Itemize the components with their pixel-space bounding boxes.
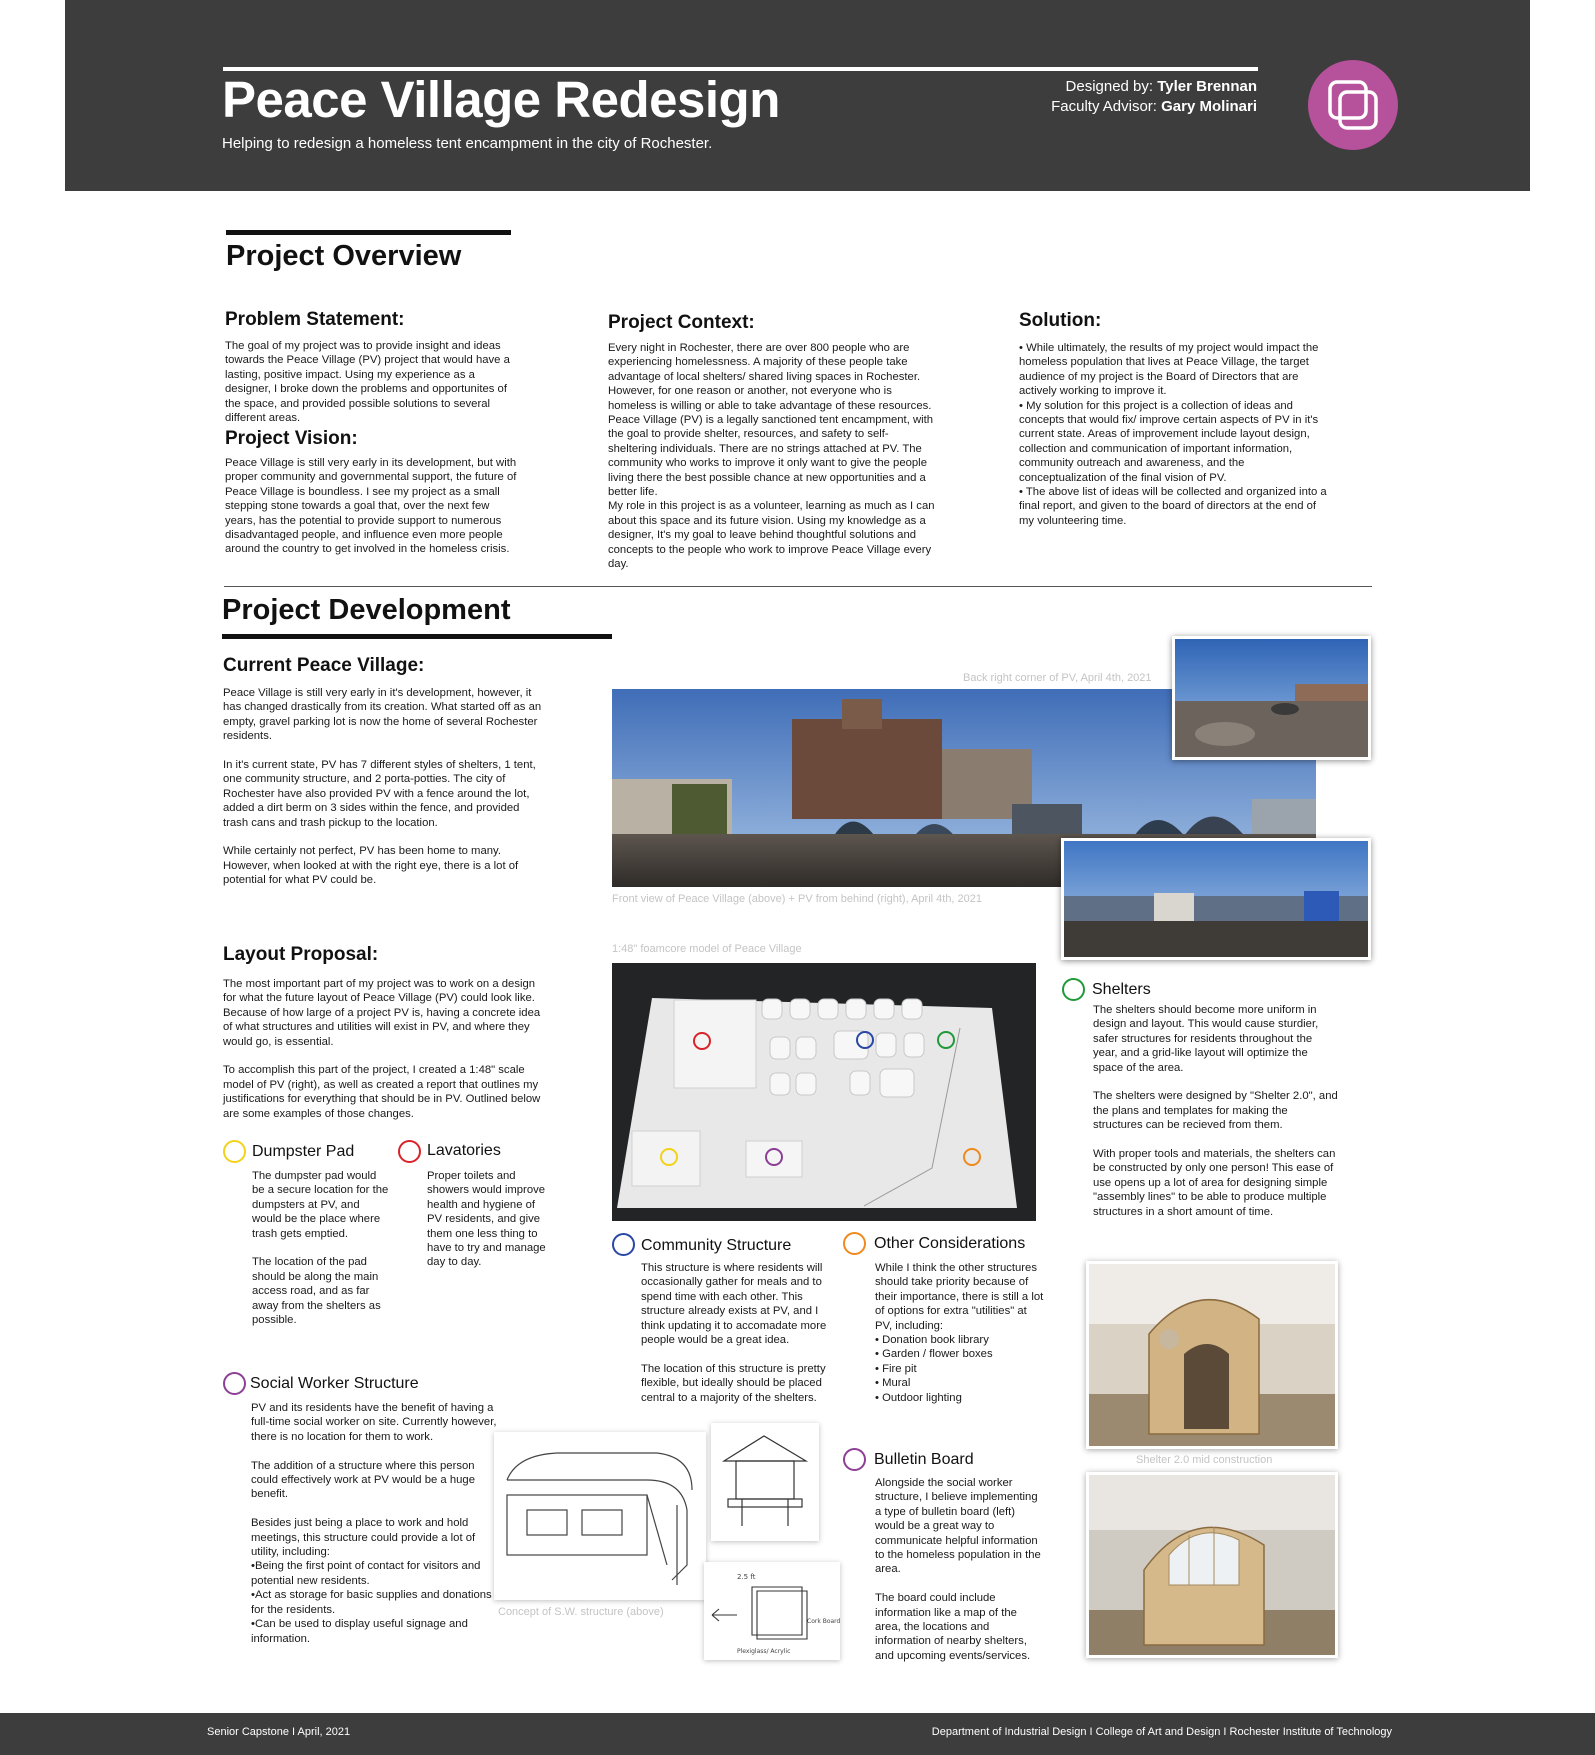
- model-caption: 1:48" foamcore model of Peace Village: [612, 943, 802, 955]
- sketch-note-acrylic: Plexiglass/ Acrylic: [737, 1648, 791, 1655]
- advisor-name: Gary Molinari: [1161, 98, 1257, 115]
- overview-title: Project Overview: [226, 240, 462, 272]
- advisor-label: Faculty Advisor:: [1051, 98, 1157, 115]
- community-marker-icon: [612, 1233, 635, 1256]
- overview-rule: [226, 230, 511, 235]
- dumpster-marker-icon: [223, 1140, 246, 1163]
- solution-heading: Solution:: [1019, 310, 1102, 331]
- poster-title: Peace Village Redesign: [222, 71, 780, 128]
- poster-subtitle: Helping to redesign a homeless tent encampment in the city of Rochester.: [222, 135, 713, 152]
- development-title: Project Development: [222, 594, 511, 626]
- back-right-photo: [1172, 636, 1371, 760]
- model-photo: [612, 963, 1036, 1221]
- current-pv-text: Peace Village is still very early in it's development, however, it has changed drastically from its creation. What started off as an empty, gravel parking lot is now the home of several Rochester residents. In it's current state, PV has 7 different styles of shelters, 1 tent, one community structure, and 2 porta-potties. The city of Rochester have also provided PV with a fence around the lot, added a dirt berm on 3 sides within the fence, and provided trash cans and trash pickup to the location. While certainly not perfect, PV has been home to many. However, when looked at with the right eye, there is a lot of potential for what PV could be.: [223, 687, 542, 887]
- other-heading: Other Considerations: [874, 1235, 1026, 1252]
- project-vision-heading: Project Vision:: [225, 428, 358, 449]
- other-marker-icon: [843, 1232, 866, 1255]
- community-heading: Community Structure: [641, 1237, 792, 1254]
- layout-proposal-heading: Layout Proposal:: [223, 944, 379, 965]
- community-text: This structure is where residents will occasionally gather for meals and to spend time with each other. This structure already exists at PV, and I think updating it to accomadate more people would be a great idea. The location of this structure is pretty flexible, but ideally should be placed central to a majority of the shelters.: [641, 1262, 827, 1404]
- sketch-note-cork: Cork Board: [807, 1618, 841, 1625]
- bulletin-marker-icon: [843, 1448, 866, 1471]
- back-right-caption: Back right corner of PV, April 4th, 2021: [963, 672, 1152, 684]
- bulletin-text: Alongside the social worker structure, I believe implementing a type of bulletin board (left) would be a great way to communicate helpful information to the homeless population in the area. The board could include information like a map of the area, the locations and information of nearby shelters, and upcoming events/services.: [875, 1477, 1041, 1662]
- sketch-note-height: 2.5 ft: [737, 1573, 756, 1581]
- advisor-credit: [1051, 98, 1257, 115]
- project-context-heading: Project Context:: [608, 312, 755, 333]
- problem-statement-heading: Problem Statement:: [225, 309, 405, 330]
- lavatories-marker-icon: [398, 1140, 421, 1163]
- front-view-caption: Front view of Peace Village (above) + PV from behind (right), April 4th, 2021: [612, 893, 983, 905]
- solution-text: • While ultimately, the results of my project would impact the homeless population that lives at Peace Village, the target audience of my project is the Board of Directors that are actively working to improve it. • My solution for this project is a collection of ideas and concepts that would fix/ improve certain aspects of PV in it's current state. Areas of improvement include layout design, collection and communication of important information, community outreach and awareness, and the conceptualization of the final vision of PV. • The above list of ideas will be collected and organized into a final report, and given to the board of directors at the end of my volunteering time.: [1019, 342, 1327, 527]
- sw-concept-caption: Concept of S.W. structure (above): [498, 1606, 664, 1618]
- shelter-caption: Shelter 2.0 mid construction: [1136, 1454, 1273, 1466]
- lavatories-heading: Lavatories: [427, 1142, 501, 1159]
- lavatories-text: Proper toilets and showers would improve health and hygiene of PV residents, and give them one less thing to have to try and manage day to day.: [427, 1170, 546, 1269]
- shelters-heading: Shelters: [1092, 981, 1151, 998]
- designer-label: Designed by:: [1065, 78, 1154, 95]
- dumpster-heading: Dumpster Pad: [252, 1143, 355, 1160]
- sw-structure-sketch: [494, 1432, 706, 1600]
- bulletin-sketch-bottom: [704, 1562, 840, 1660]
- overlapping-squares-icon: [1308, 60, 1398, 150]
- designer-credit: [1066, 78, 1257, 95]
- project-context-text: Every night in Rochester, there are over 800 people who are experiencing homelessness. A majority of these people take advantage of local shelters/ shared living spaces in Rochester. However, for one reason or another, not everyone who is homeless is willing or able to take advantage of these resources. Peace Village (PV) is a legally sanctioned tent encampment, with the goal to provide shelter, resources, and safety to self-sheltering individuals. There are no strings attached at PV. The community who works to improve it only want to give the people living there the best possible chance at new opportunities and a better life. My role in this project is as a volunteer, learning as much as I can about this space and its future vision. Using my knowledge as a designer, It's my goal to leave behind thoughtful solutions and concepts to the people who work to improve Peace Village every day.: [608, 342, 935, 571]
- behind-photo: [1061, 838, 1371, 960]
- social-worker-heading: Social Worker Structure: [250, 1375, 419, 1392]
- problem-statement-text: The goal of my project was to provide insight and ideas towards the Peace Village (PV) project that would have a lasting, positive impact. Using my experience as a designer, I broke down the problems and opportunites of the space, and provided possible solutions to several different areas.: [225, 340, 510, 425]
- dumpster-text: The dumpster pad would be a secure location for the dumpsters at PV, and would be the place where trash gets emptied. The location of the pad should be along the main access road, and as far away from the shelters as possible.: [252, 1170, 389, 1327]
- project-vision-text: Peace Village is still very early in its development, but with proper community and governmental support, the future of Peace Village is boundless. I see my project as a small stepping stone towards a goal that, over the next few years, has the potential to provide support to numerous disadvantaged people, and influence even more people around the country to get involved in the homeless crisis.: [225, 457, 517, 556]
- development-rule: [222, 634, 612, 639]
- shelter-photo-1: [1086, 1261, 1338, 1449]
- bulletin-sketch-top: [711, 1423, 819, 1541]
- bulletin-heading: Bulletin Board: [874, 1451, 974, 1468]
- shelter-photo-2: [1086, 1472, 1338, 1658]
- footer-right-text: Department of Industrial Design I College of Art and Design I Rochester Institute of Technology: [931, 1726, 1392, 1738]
- other-text: While I think the other structures should take priority because of their importance, there is still a lot of options for extra "utilities" at PV, including: • Donation book library • Garden / flower boxes • Fire pit • Mural • Outdoor lighting: [875, 1262, 1044, 1404]
- footer-left-text: Senior Capstone I April, 2021: [207, 1726, 351, 1738]
- shelters-marker-icon: [1062, 978, 1085, 1001]
- social-worker-marker-icon: [223, 1372, 246, 1395]
- current-pv-heading: Current Peace Village:: [223, 655, 425, 676]
- layout-proposal-text: The most important part of my project was to work on a design for what the future layout of Peace Village (PV) could look like. Because of how large of a project PV is, having a concrete idea of what structures and utilities will exist in PV, and where they would go, is essential. To accomplish this part of the project, I created a 1:48" scale model of PV (right), as well as created a report that outlines my justifications for everything that should be in PV. Outlined below are some examples of those changes.: [223, 978, 541, 1120]
- section-divider: [224, 586, 1372, 587]
- designer-name: Tyler Brennan: [1157, 78, 1257, 95]
- shelters-text: The shelters should become more uniform in design and layout. This would cause sturdier, safer structures for residents throughout the year, and a grid-like layout will optimize the space of the area. The shelters were designed by "Shelter 2.0", and the plans and templates for making the structures can be recieved from them. With proper tools and materials, the shelters can be constructed by only one person! This ease of use opens up a lot of area for designing simple "assembly lines" to be able to produce multiple structures in a short amount of time.: [1093, 1004, 1338, 1218]
- social-worker-text: PV and its residents have the benefit of having a full-time social worker on site. Currently however, there is no location for them to work. The addition of a structure where this person could effectively work at PV would be a huge benefit. Besides just being a place to work and hold meetings, this structure could provide a lot of utility, including: •Being the first point of contact for visitors and potential new residents. •Act as storage for basic supplies and donations for the residents. •Can be used to display useful signage and information.: [251, 1402, 497, 1645]
